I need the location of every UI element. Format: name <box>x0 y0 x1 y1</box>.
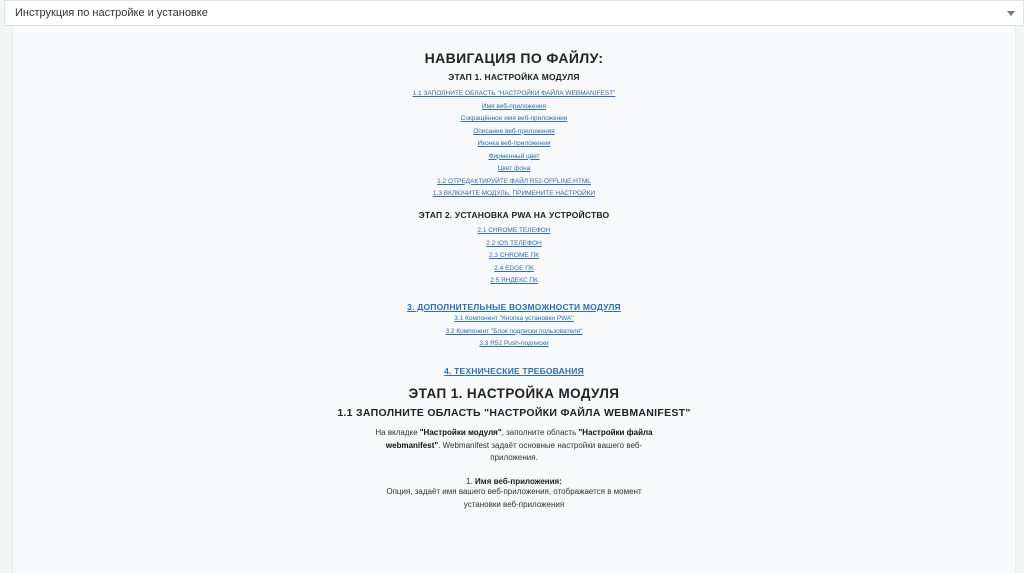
intro-bold-2: "Настройки файла webmanifest" <box>385 428 653 450</box>
nav-link-stage3[interactable]: 3. ДОПОЛНИТЕЛЬНЫЕ ВОЗМОЖНОСТИ МОДУЛЯ <box>407 302 621 312</box>
nav-link-bg-color[interactable]: Цвет фона <box>497 165 531 172</box>
intro-text-1: На вкладке <box>375 428 420 437</box>
section-subtitle: 1.1 ЗАПОЛНИТЕ ОБЛАСТЬ "НАСТРОЙКИ ФАЙЛА WEBMANIFEST" <box>337 407 691 419</box>
nav-link-3-1[interactable]: 3.1 Компонент "Кнопка установки PWA" <box>454 315 574 322</box>
instruction-content <box>12 26 1016 573</box>
nav-link-2-4[interactable]: 2.4 EDGE ПК <box>494 264 534 272</box>
nav-link-icon[interactable]: Иконка веб-приложения <box>477 140 551 147</box>
chevron-down-icon[interactable] <box>1007 11 1015 16</box>
nav-link-2-1[interactable]: 2.1 CHROME ТЕЛЕФОН <box>477 227 551 234</box>
accordion-header[interactable] <box>4 0 1024 26</box>
intro-text-3: . Webmanifest задаёт основные настройки вашего веб-приложения. <box>438 440 643 462</box>
intro-text-2: , заполните область <box>501 428 579 437</box>
intro-paragraph <box>13 427 1015 465</box>
item1-description: Опция, задаёт имя вашего веб-приложения, отображается в момент установки веб-приложения <box>386 487 642 509</box>
nav-link-2-2[interactable]: 2.2 IOS ТЕЛЕФОН <box>486 239 542 247</box>
nav-link-app-name[interactable]: Имя веб-приложения <box>481 102 547 110</box>
nav-stage2-title: ЭТАП 2. УСТАНОВКА PWA НА УСТРОЙСТВО <box>418 210 610 220</box>
nav-link-stage4[interactable]: 4. ТЕХНИЧЕСКИЕ ТРЕБОВАНИЯ <box>444 366 584 376</box>
nav-link-description[interactable]: Описание веб-приложения <box>473 127 555 135</box>
nav-link-1-3[interactable]: 1.3 ВКЛЮЧИТЕ МОДУЛЬ, ПРИМЕНИТЕ НАСТРОЙКИ <box>432 190 596 197</box>
nav-title: НАВИГАЦИЯ ПО ФАЙЛУ: <box>424 50 604 66</box>
nav-stage2-links <box>13 225 1015 288</box>
nav-link-3-3[interactable]: 3.3 R52 Push-подписки <box>479 340 549 347</box>
nav-link-1-1[interactable]: 1.1 ЗАПОЛНИТЕ ОБЛАСТЬ "НАСТРОЙКИ ФАЙЛА WEBMANIFEST" <box>412 90 616 97</box>
item1-number: 1. <box>466 477 476 486</box>
nav-stage3-links <box>13 313 1015 351</box>
nav-link-2-5[interactable]: 2.5 ЯНДЕКС ПК <box>490 277 538 284</box>
nav-link-2-3[interactable]: 2.3 CHROME ПК <box>489 252 539 259</box>
nav-link-3-2[interactable]: 3.2 Компонент "Блок подписки пользователя" <box>445 327 583 335</box>
accordion-title: Инструкция по настройке и установке <box>15 7 208 19</box>
section-title: ЭТАП 1. НАСТРОЙКА МОДУЛЯ <box>408 386 620 401</box>
nav-link-short-name[interactable]: Сокращённое имя веб-приложения <box>460 115 568 122</box>
nav-stage1-links <box>13 88 1015 201</box>
item1-description-wrap <box>13 486 1015 511</box>
intro-bold-1: "Настройки модуля" <box>419 428 502 437</box>
nav-link-theme-color[interactable]: Фирменный цвет <box>488 152 540 160</box>
nav-link-1-2[interactable]: 1.2 ОТРЕДАКТИРУЙТЕ ФАЙЛ R52-OFFLINE.HTML <box>437 177 591 185</box>
item1-label: Имя веб-приложения: <box>475 477 562 486</box>
nav-stage1-title: ЭТАП 1. НАСТРОЙКА МОДУЛЯ <box>448 72 580 82</box>
nav-stage4-title-wrap <box>13 361 1015 379</box>
